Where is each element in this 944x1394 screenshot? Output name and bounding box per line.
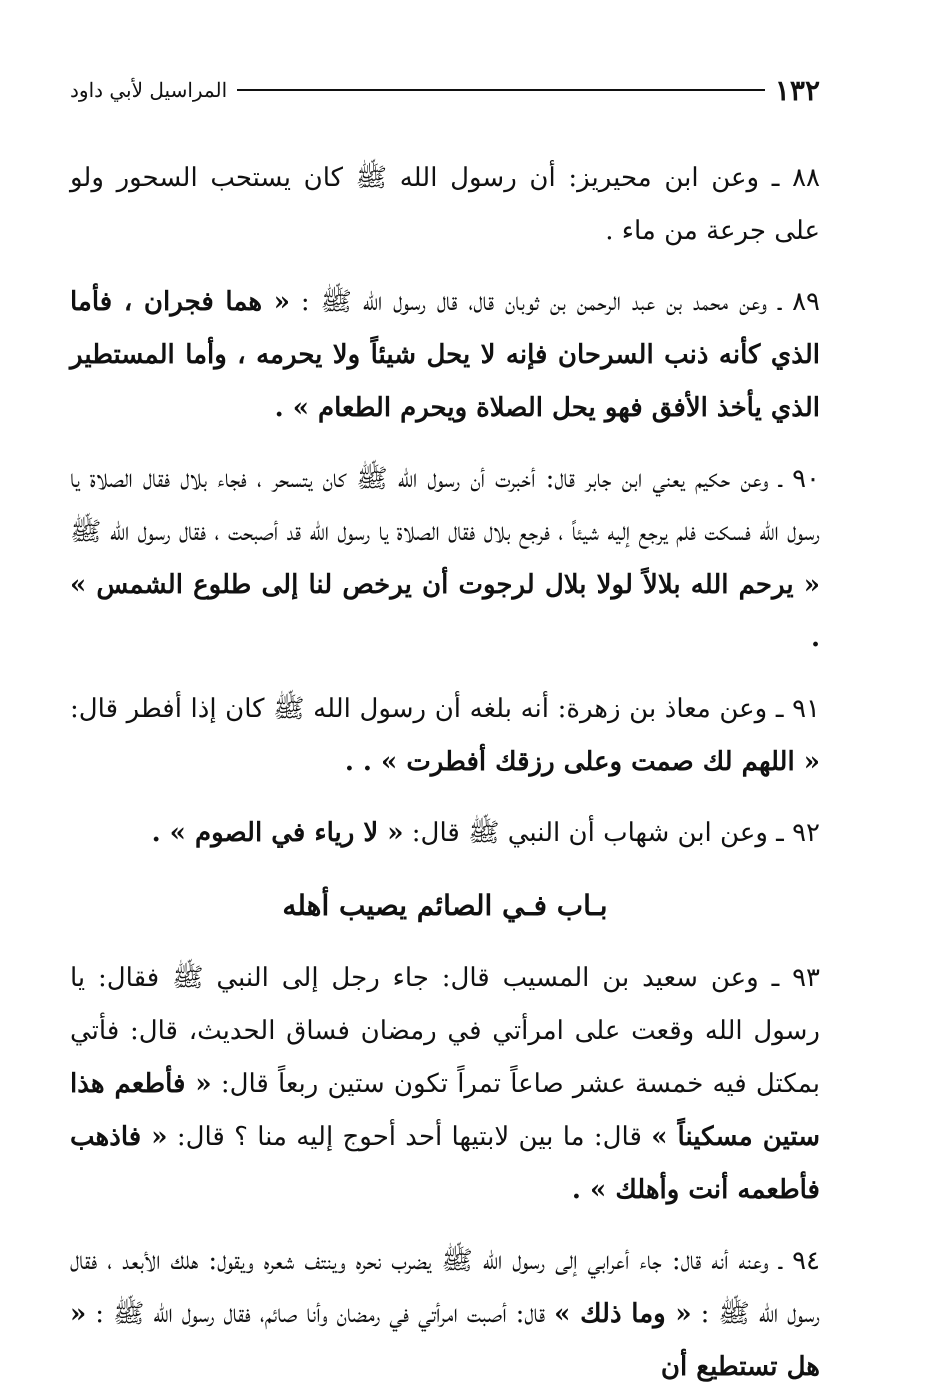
hadith-quote: « وما ذلك » [554, 1299, 692, 1329]
hadith-quote: « اللهم لك صمت وعلى رزقك أفطرت » . . [344, 747, 820, 777]
hadith-number: ٩١ ـ [775, 694, 820, 724]
hadith-number: ٨٨ ـ [771, 163, 821, 193]
hadith-88 [70, 152, 820, 258]
hadith-text-continued: قال: أصبت امرأتي في رمضان وأنا صائم، فقال رسول الله ﷺ : [95, 1299, 546, 1329]
hadith-text: وعن ابن شهاب أن النبي ﷺ قال: [411, 818, 768, 848]
hadith-quote: « فأطعم هذا ستين مسكيناً » [70, 1069, 820, 1152]
hadith-number: ٩٤ ـ [778, 1246, 821, 1276]
hadith-93 [70, 952, 820, 1217]
hadith-text: وعن سعيد بن المسيب قال: جاء رجل إلى النبي ﷺ فقال: يا رسول الله وقعت على امرأتي في رمضان فساق الحديث، قال: فأتي بمكتل فيه خمسة عشر صاعاً تمراً تكون ستين ربعاً قال: [70, 963, 821, 1099]
hadith-number: ٩٠ ـ [778, 464, 821, 494]
hadith-text: وعن محمد بن عبد الرحمن بن ثوبان قال، قال رسول الله ﷺ : [300, 287, 768, 317]
page [70, 70, 821, 1382]
hadith-text: وعن ابن محيريز: أن رسول الله ﷺ كان يستحب السحور ولو على جرعة من ماء . [70, 163, 820, 246]
hadith-quote-continued: « فاذهب فأطعمه أنت وأهلك » . [70, 1122, 820, 1205]
hadith-91 [70, 683, 820, 789]
hadith-quote: « يرحم الله بلالاً لولا بلال لرجوت أن يرخص لنا إلى طلوع الشمس » . [70, 570, 820, 653]
section-title: بـاب فـي الصائم يصيب أهله [282, 889, 608, 922]
hadith-number: ٩٢ ـ [776, 818, 820, 848]
hadith-number: ٨٩ ـ [777, 287, 820, 317]
hadith-89 [70, 276, 820, 435]
hadith-text: وعن حكيم يعني ابن جابر قال: أخبرت أن رسول الله ﷺ كان يتسحر ، فجاء بلال فقال الصلاة يا رسول الله فسكت فلم يرجع إليه شيئاً ، فرجع بلال فقال الصلاة يا رسول الله قد أصبحت ، فقال رسول الله ﷺ [70, 464, 820, 547]
hadith-text-continued: قال: ما بين لابتيها أحد أحوج إليه منا ؟ قال: [176, 1122, 642, 1152]
hadith-quote: « هما فجران ، فأما الذي كأنه ذنب السرحان فإنه لا يحل شيئاً ولا يحرمه ، وأما المستطير الذي يأخذ الأفق فهو يحل الصلاة ويحرم الطعام » . [70, 287, 820, 423]
hadith-quote: « لا رياء في الصوم » . [151, 818, 404, 848]
hadith-number: ٩٣ ـ [771, 963, 821, 993]
hadith-90 [70, 453, 820, 665]
hadith-94 [70, 1235, 820, 1394]
page-header [70, 70, 820, 110]
hadith-quote-continued: « هل تستطيع أن [70, 1299, 820, 1382]
hadith-text: وعن معاذ بن زهرة: أنه بلغه أن رسول الله ﷺ كان إذا أفطر قال: [70, 694, 768, 724]
page-number: ١٣٢ [774, 73, 820, 107]
hadith-92 [70, 807, 820, 860]
book-title: المراسيل لأبي داود [70, 78, 228, 102]
hadith-text: وعنه أنه قال: جاء أعرابي إلى رسول الله ﷺ يضرب نحره وينتف شعره ويقول: هلك الأبعد ، فقال رسول الله ﷺ : [70, 1246, 821, 1329]
header-rule [237, 89, 765, 91]
